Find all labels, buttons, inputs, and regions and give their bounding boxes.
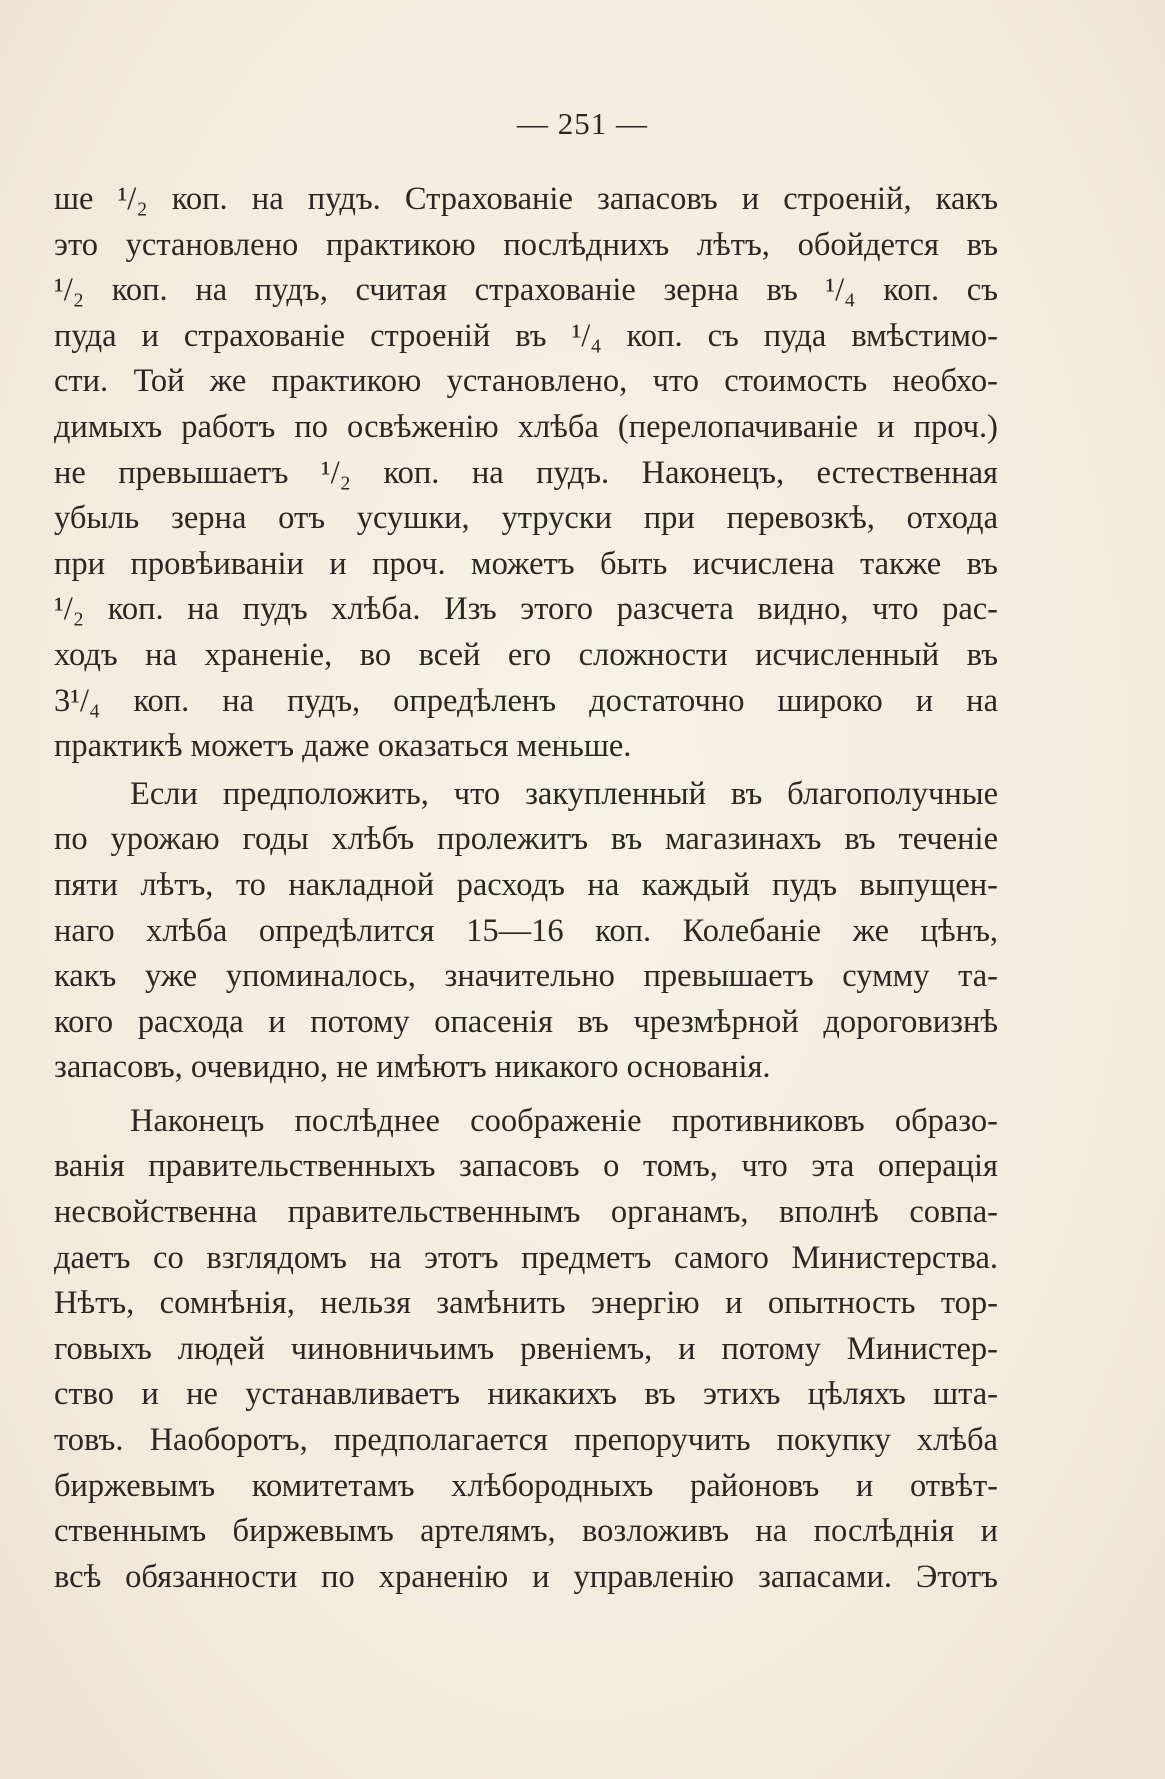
text-line: наго хлѣба опредѣлится 15—16 коп. Колебаніе же цѣнъ,	[54, 912, 998, 949]
text-line: ственнымъ биржевымъ артелямъ, возложивъ на послѣднія и	[54, 1513, 998, 1550]
text-line: Нѣтъ, сомнѣнія, нельзя замѣнить энергію и опытность тор-	[54, 1285, 998, 1322]
text-line: по урожаю годы хлѣбъ пролежитъ въ магазинахъ въ теченіе	[54, 821, 998, 858]
text-line: какъ уже упоминалось, значительно превышаетъ сумму та-	[54, 958, 998, 995]
text-line: ходъ на храненіе, во всей его сложности исчисленный въ	[54, 636, 998, 673]
text-line: ¹/₂ коп. на пудъ, считая страхованіе зерна въ ¹/₄ коп. съ	[54, 272, 998, 309]
text-line: говыхъ людей чиновничьимъ рвеніемъ, и потому Министер-	[54, 1330, 998, 1367]
text-line: сти. Той же практикою установлено, что стоимость необхо-	[54, 363, 998, 400]
text-line: не превышаетъ ¹/₂ коп. на пудъ. Наконецъ, естественная	[54, 454, 998, 491]
text-line: практикѣ можетъ даже оказаться меньше.	[54, 728, 632, 765]
text-line: убыль зерна отъ усушки, утруски при перевозкѣ, отхода	[54, 500, 998, 537]
text-line: всѣ обязанности по храненію и управленію запасами. Этотъ	[54, 1558, 998, 1595]
text-line: запасовъ, очевидно, не имѣютъ никакого основанія.	[54, 1049, 771, 1086]
text-line: при провѣиваніи и проч. можетъ быть исчислена также въ	[54, 545, 998, 582]
text-line: кого расхода и потому опасенія въ чрезмѣрной дороговизнѣ	[54, 1003, 998, 1040]
text-line: 3¹/₄ коп. на пудъ, опредѣленъ достаточно широко и на	[54, 682, 998, 719]
text-line: биржевымъ комитетамъ хлѣбородныхъ районовъ и отвѣт-	[54, 1467, 998, 1504]
text-line: ванія правительственныхъ запасовъ о томъ, что эта операція	[54, 1148, 998, 1185]
text-line: ство и не устанавливаетъ никакихъ въ этихъ цѣляхъ шта-	[54, 1376, 998, 1413]
text-line: товъ. Наоборотъ, предполагается препоручить покупку хлѣба	[54, 1422, 998, 1459]
text-line: Наконецъ послѣднее соображеніе противниковъ образо-	[130, 1102, 998, 1139]
text-line: димыхъ работъ по освѣженію хлѣба (перелопачиваніе и проч.)	[54, 408, 998, 445]
text-line: ¹/₂ коп. на пудъ хлѣба. Изъ этого разсчета видно, что рас-	[54, 591, 998, 628]
text-line: несвойственна правительственнымъ органамъ, вполнѣ совпа-	[54, 1194, 998, 1231]
text-line: пуда и страхованіе строеній въ ¹/₄ коп. съ пуда вмѣстимо-	[54, 317, 998, 354]
text-line: пяти лѣтъ, то накладной расходъ на каждый пудъ выпущен-	[54, 866, 998, 903]
text-line: Если предположить, что закупленный въ благополучные	[130, 775, 998, 812]
text-line: ше ¹/₂ коп. на пудъ. Страхованіе запасовъ и строеній, какъ	[54, 181, 998, 217]
text-line: это установлено практикою послѣднихъ лѣтъ, обойдется въ	[54, 226, 998, 263]
body-text	[54, 177, 998, 1600]
page-number: — 251 —	[517, 106, 648, 141]
paragraph-gap	[54, 1091, 998, 1099]
text-line: даетъ со взглядомъ на этотъ предметъ самого Министерства.	[54, 1239, 998, 1276]
